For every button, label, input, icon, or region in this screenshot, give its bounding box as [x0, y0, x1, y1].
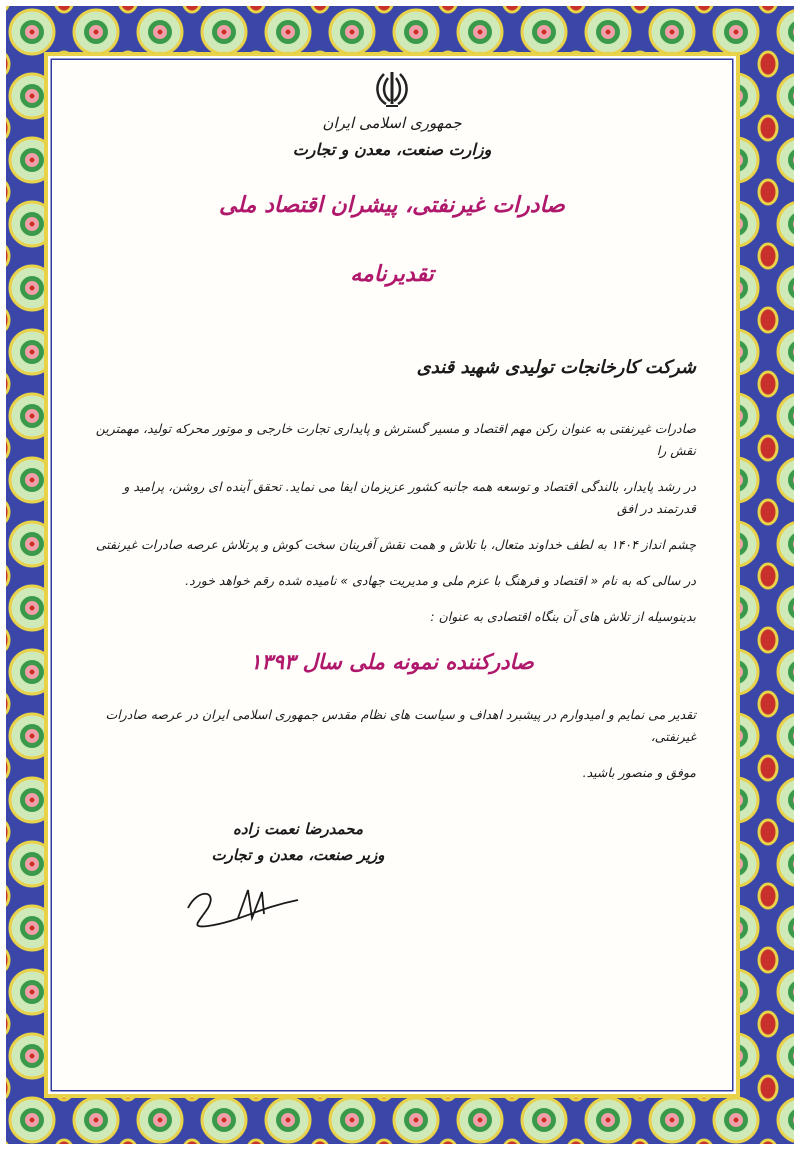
document-title: تقدیرنامه [350, 262, 434, 287]
recipient-name: شرکت کارخانجات تولیدی شهید قندی [416, 357, 696, 378]
certificate-paper [52, 60, 732, 1090]
body-line: صادرات غیرنفتی به عنوان رکن مهم اقتصاد و مسیر گسترش و پایداری تجارت خارجی و موتور محرکه تولید، مهمترین نقش را [95, 421, 696, 458]
award-title: صادرکننده نمونه ملی سال ۱۳۹۳ [250, 650, 534, 674]
body-line: در سالی که به نام « اقتصاد و فرهنگ با عزم ملی و مدیریت جهادی » نامیده شده رقم خواهد خورد. [185, 573, 696, 588]
body-line: چشم انداز ۱۴۰۴ به لطف خداوند متعال، با تلاش و همت نقش آفرینان سخت کوش و پرتلاش عرصه صادرات غیرنفتی [95, 537, 696, 552]
closing-line: موفق و منصور باشید. [582, 765, 696, 780]
closing-line: تقدیر می نمایم و امیدوارم در پیشبرد اهداف و سیاست های نظام مقدس جمهوری اسلامی ایران در عرصه صادرات غیرنفتی، [105, 707, 696, 744]
iran-emblem-icon [374, 70, 410, 108]
body-line: بدینوسیله از تلاش های آن بنگاه اقتصادی به عنوان : [430, 609, 696, 624]
slogan: صادرات غیرنفتی، پیشران اقتصاد ملی [219, 193, 565, 218]
signatory-title: وزیر صنعت، معدن و تجارت [211, 846, 385, 864]
ministry-name: وزارت صنعت، معدن و تجارت [292, 140, 492, 159]
signature [178, 878, 308, 938]
signatory-name: محمدرضا نعمت زاده [232, 820, 364, 838]
body-line: در رشد پایدار، بالندگی اقتصاد و توسعه همه جانبه کشور عزیزمان ایفا می نماید. تحقق آینده ای روشن، پرامید و قدرتمند در افق [123, 479, 696, 516]
country-name: جمهوری اسلامی ایران [322, 114, 462, 132]
